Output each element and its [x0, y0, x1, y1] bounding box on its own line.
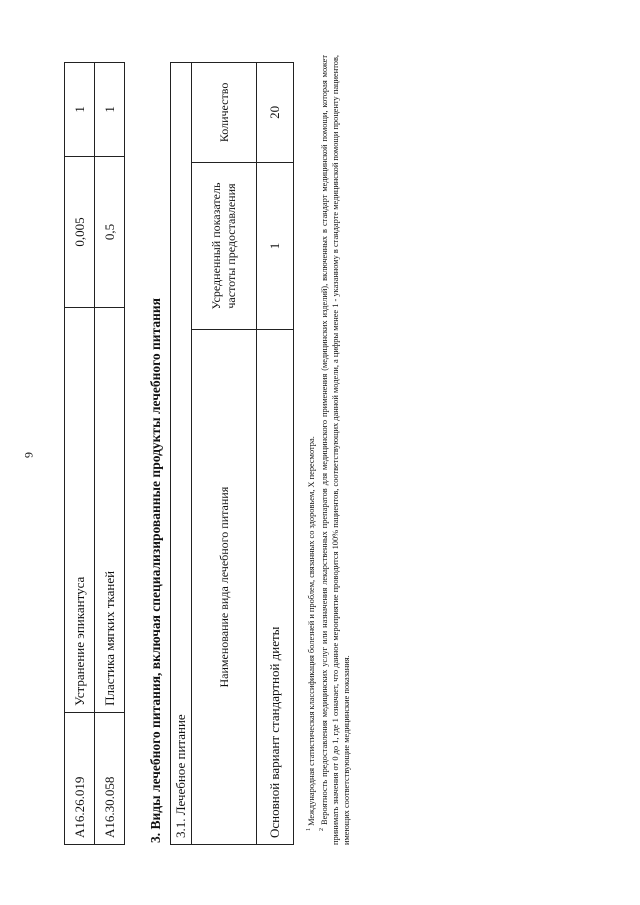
footnotes	[304, 55, 352, 845]
table-row	[65, 63, 95, 845]
subsection-row	[171, 63, 192, 845]
footnote-1	[304, 55, 317, 845]
table-row	[95, 63, 125, 845]
service-frequency: 0,005	[65, 156, 95, 307]
nutrition-name: Основной вариант стандартной диеты	[257, 330, 294, 845]
service-code: A16.30.058	[95, 712, 125, 844]
nutrition-table	[170, 62, 294, 845]
services-table	[64, 62, 125, 845]
service-frequency: 0,5	[95, 156, 125, 307]
service-name: Пластика мягких тканей	[95, 308, 125, 713]
footnote-1-mark: 1	[306, 828, 312, 831]
nutrition-quantity: 20	[257, 63, 294, 163]
service-quantity: 1	[65, 63, 95, 157]
footnote-2-mark: 2	[319, 828, 325, 831]
subsection-title: 3.1. Лечебное питание	[171, 63, 192, 845]
footnote-2-text: Вероятность предоставления медицинских услуг или назначения лекарственных препаратов для медицинского применения (медицинских изделий), включенных в стандарт медицинской помощи, которая может принимать значения от 0 до 1, где 1 означает, что данное мероприятие проводится 100% пациентов, соответствующих данной модели, а цифры менее 1 - указанному в стандарте медицинской помощи проценту пациентов, имеющих соответствующие медицинские показания.	[319, 54, 352, 845]
table-header-row	[192, 63, 257, 845]
service-code: A16.26.019	[65, 712, 95, 844]
header-quantity: Количество	[192, 63, 257, 163]
header-frequency: Усредненный показатель частоты предоставления	[192, 162, 257, 329]
service-quantity: 1	[95, 63, 125, 157]
section-title: 3. Виды лечебного питания, включая специализированные продукты лечебного питания	[148, 298, 163, 843]
footnote-1-text: Международная статистическая классификация болезней и проблем, связанных со здоровьем, X пересмотра.	[306, 436, 316, 826]
header-name: Наименование вида лечебного питания	[192, 330, 257, 845]
nutrition-frequency: 1	[257, 162, 294, 329]
service-name: Устранение эпикантуса	[65, 308, 95, 713]
page-number: 6	[22, 452, 36, 458]
table-row	[257, 63, 294, 845]
footnote-2	[317, 55, 352, 845]
